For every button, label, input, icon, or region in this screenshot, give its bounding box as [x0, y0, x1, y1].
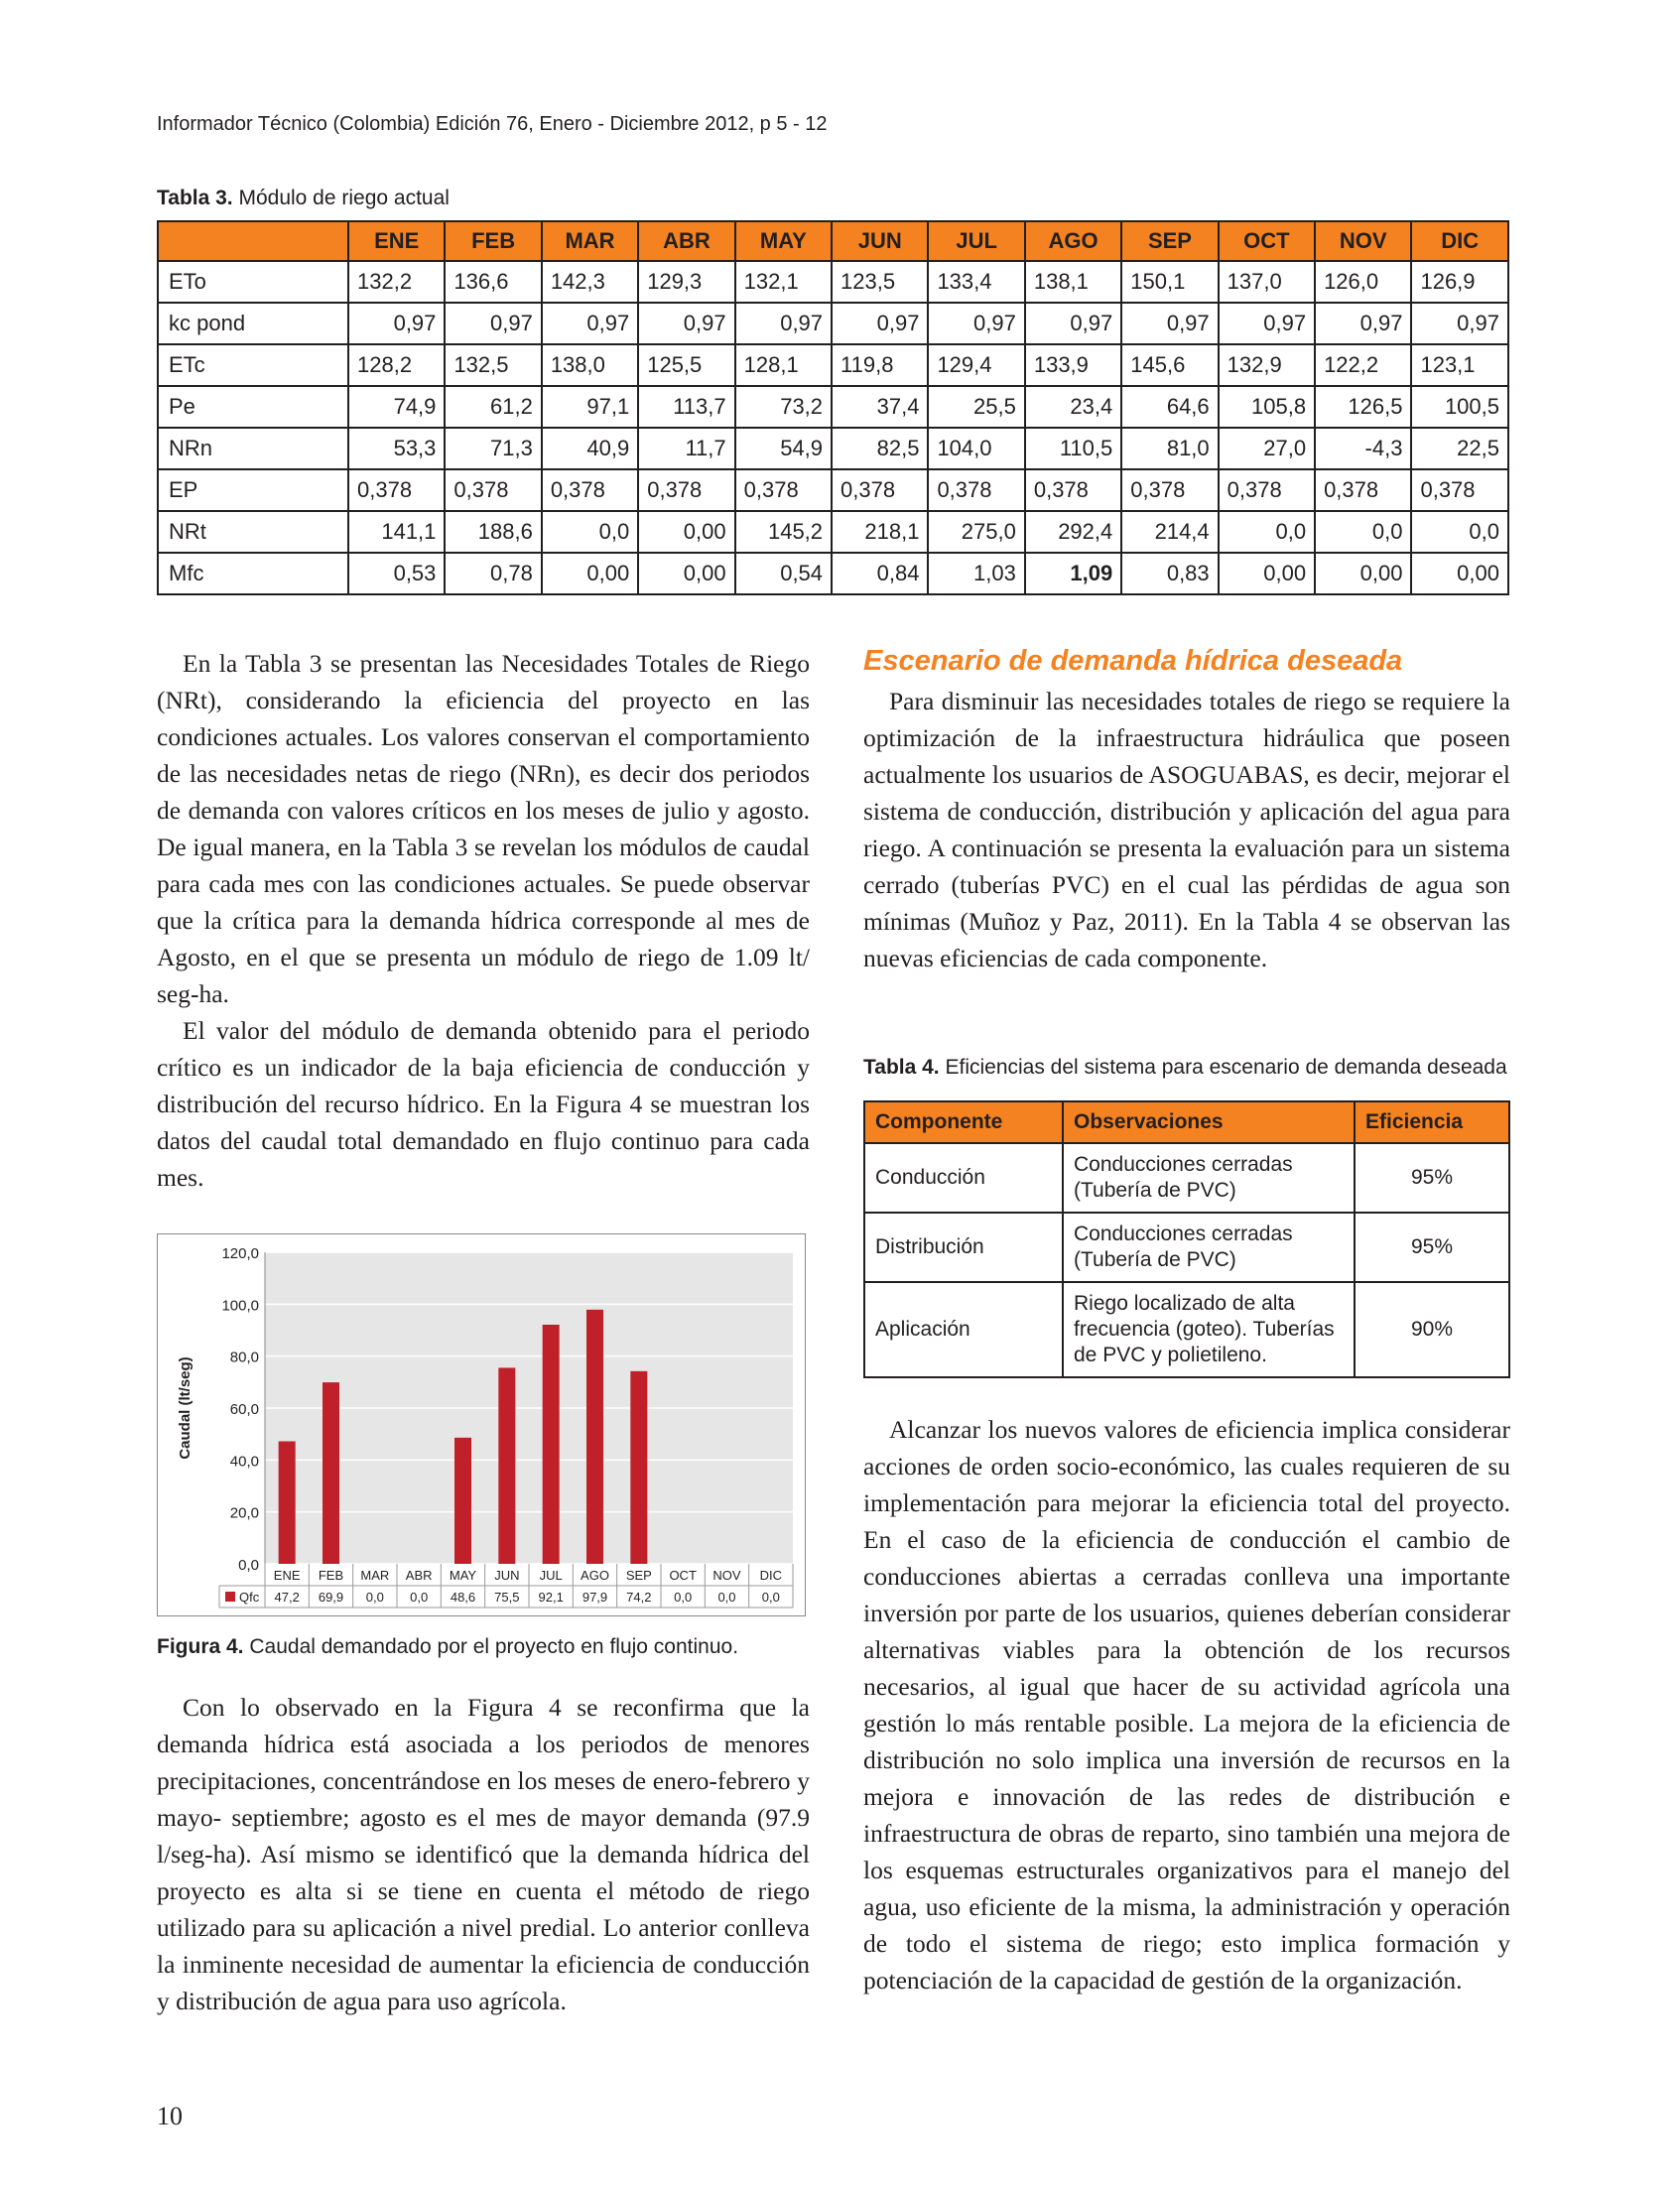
figure4-caption-label: Figura 4. [157, 1635, 244, 1658]
table3-month-header: JUN [832, 221, 928, 261]
table3-cell: 132,2 [348, 261, 445, 303]
table3-cell: 119,8 [832, 344, 928, 386]
table3-cell: 275,0 [928, 511, 1024, 553]
table3-cell: 142,3 [542, 261, 638, 303]
table3-month-header: MAR [542, 221, 638, 261]
table3-month-header: DIC [1411, 221, 1508, 261]
table-row [158, 511, 1508, 553]
paragraph: Para disminuir las necesidades totales de riego se requiere la optimización de la infraestructura hidráulica que poseen actualmente los usuarios de ASOGUABAS, es decir, mejorar el sistema de conducción, distribución y aplicación del agua para riego. A continuación se presenta la evaluación para un sistema cerrado (tuberías PVC) en el cual las pérdidas de agua son mínimas (Muñoz y Paz, 2011). En la Tabla 4 se observan las nuevas eficiencias de cada componente. [863, 687, 1510, 972]
table3-cell: 0,97 [928, 303, 1024, 344]
table-row [158, 344, 1508, 386]
x-tick-label: SEP [625, 1568, 652, 1583]
table3-cell: 0,53 [348, 553, 445, 594]
table3-row-label: ETc [158, 344, 348, 386]
table3-cell: 37,4 [832, 386, 928, 428]
table3-cell: 25,5 [928, 386, 1024, 428]
table3-cell: 1,03 [928, 553, 1024, 594]
table3-cell: 129,3 [638, 261, 734, 303]
table3-month-header: ABR [638, 221, 734, 261]
data-label: 92,1 [538, 1590, 564, 1605]
table3-cell: 81,0 [1121, 428, 1218, 469]
table4-cell: 90% [1355, 1282, 1509, 1377]
figure4-caption [157, 1635, 738, 1659]
table3-cell: 110,5 [1025, 428, 1121, 469]
x-tick-label: NOV [712, 1568, 741, 1583]
x-tick-label: FEB [318, 1568, 344, 1583]
table3-cell: 40,9 [542, 428, 638, 469]
table4-caption-text: Eficiencias del sistema para escenario de demanda deseada [939, 1056, 1507, 1079]
table3-caption-text: Módulo de riego actual [232, 187, 450, 209]
data-label: 74,2 [626, 1590, 652, 1605]
table4-cell: Aplicación [864, 1282, 1063, 1377]
table3-cell: 0,0 [1315, 511, 1411, 553]
table3-month-header: JUL [928, 221, 1024, 261]
x-tick-label: JUL [539, 1568, 563, 1583]
table3-cell: 0,378 [1411, 469, 1508, 511]
y-tick-label: 0,0 [238, 1557, 259, 1574]
data-label: 97,9 [582, 1590, 608, 1605]
table3-cell: -4,3 [1315, 428, 1411, 469]
table3-row-label: kc pond [158, 303, 348, 344]
table3-cell: 150,1 [1121, 261, 1218, 303]
table3-cell: 74,9 [348, 386, 445, 428]
table3-cell: 0,378 [445, 469, 541, 511]
legend-swatch [225, 1592, 235, 1602]
table3-month-header: SEP [1121, 221, 1218, 261]
data-label: 0,0 [410, 1590, 429, 1605]
table3-cell: 123,5 [832, 261, 928, 303]
table3-cell: 0,378 [1219, 469, 1315, 511]
x-tick-label: MAR [360, 1568, 390, 1583]
table3-month-header: MAY [735, 221, 832, 261]
table3-cell: 105,8 [1219, 386, 1315, 428]
table3-caption-label: Tabla 3. [157, 187, 233, 209]
table3-cell: 11,7 [638, 428, 734, 469]
table3-cell: 100,5 [1411, 386, 1508, 428]
data-label: 69,9 [318, 1590, 344, 1605]
table-row [864, 1213, 1509, 1282]
table4-header: Eficiencia [1355, 1101, 1509, 1143]
table-row [158, 386, 1508, 428]
table3-cell: 54,9 [735, 428, 832, 469]
table4-cell: Conducciones cerradas (Tubería de PVC) [1063, 1143, 1355, 1213]
table3-cell: 71,3 [445, 428, 541, 469]
bar [323, 1382, 339, 1564]
bar [498, 1367, 515, 1564]
table3-month-header: ENE [348, 221, 445, 261]
table3-cell: 0,00 [1315, 553, 1411, 594]
table3-cell: 27,0 [1219, 428, 1315, 469]
table3-cell: 82,5 [832, 428, 928, 469]
table3-cell: 145,2 [735, 511, 832, 553]
table3-cell: 0,00 [1219, 553, 1315, 594]
x-tick-label: ENE [273, 1568, 301, 1583]
table4-header: Componente [864, 1101, 1063, 1143]
table3-cell: 138,1 [1025, 261, 1121, 303]
table3-header-row [158, 221, 1508, 261]
table3-cell: 128,1 [735, 344, 832, 386]
y-tick-label: 20,0 [229, 1504, 259, 1522]
table3-cell: 126,9 [1411, 261, 1508, 303]
x-tick-label: DIC [759, 1568, 783, 1583]
table3-month-header: OCT [1219, 221, 1315, 261]
x-tick-label: ABR [405, 1568, 433, 1583]
table3-cell: 0,97 [638, 303, 734, 344]
bar [586, 1310, 603, 1564]
y-tick-label: 80,0 [229, 1349, 259, 1366]
table3-cell: 0,378 [638, 469, 734, 511]
table3-cell: 123,1 [1411, 344, 1508, 386]
table3-cell: 133,4 [928, 261, 1024, 303]
y-tick-label: 60,0 [229, 1401, 259, 1418]
table4-header: Observaciones [1063, 1101, 1355, 1143]
table3-cell: 132,9 [1219, 344, 1315, 386]
table-row [864, 1282, 1509, 1377]
paragraph: Con lo observado en la Figura 4 se reconfirma que la demanda hídrica está asociada a los periodos de menores precipitaciones, concentrándose en los meses de enero-febrero y mayo- septiembre; agosto es el mes de mayor demanda (97.9 l/seg-ha). Así mismo se identificó que la demanda hídrica del proyecto es alta si se tiene en cuenta el método de riego utilizado para su aplicación a nivel predial. Lo anterior conlleva la inminente necesidad de aumentar la eficiencia de conducción y distribución de agua para uso agrícola. [157, 1693, 810, 2015]
table3-cell: 0,97 [1025, 303, 1121, 344]
table3-cell: 0,378 [832, 469, 928, 511]
bar [454, 1438, 471, 1564]
data-label: 0,0 [717, 1590, 736, 1605]
table3-cell: 1,09 [1025, 553, 1121, 594]
bar [279, 1441, 296, 1564]
table3-cell: 0,78 [445, 553, 541, 594]
table4-cell: Distribución [864, 1213, 1063, 1282]
table3-row-label: EP [158, 469, 348, 511]
table3-cell: 0,97 [1219, 303, 1315, 344]
table3-cell: 214,4 [1121, 511, 1218, 553]
table3-cell: 22,5 [1411, 428, 1508, 469]
table3-cell: 0,97 [735, 303, 832, 344]
table3-cell: 0,97 [1411, 303, 1508, 344]
figure4-caption-text: Caudal demandado por el proyecto en flujo continuo. [243, 1635, 739, 1658]
table3-cell: 0,00 [542, 553, 638, 594]
table3-cell: 0,00 [638, 511, 734, 553]
table3-cell: 0,0 [1219, 511, 1315, 553]
bar [630, 1371, 647, 1564]
figure4-chart [157, 1233, 806, 1616]
table3-cell: 126,5 [1315, 386, 1411, 428]
x-tick-label: MAY [449, 1568, 477, 1583]
table3-cell: 0,378 [348, 469, 445, 511]
table3-cell: 128,2 [348, 344, 445, 386]
table3-cell: 141,1 [348, 511, 445, 553]
table3-month-header: AGO [1025, 221, 1121, 261]
column-right-bottom [863, 1411, 1510, 1998]
table-row [158, 469, 1508, 511]
table3-month-header: FEB [445, 221, 541, 261]
table3-cell: 129,4 [928, 344, 1024, 386]
table-row [158, 553, 1508, 594]
data-label: 0,0 [761, 1590, 780, 1605]
table3-row-label: NRt [158, 511, 348, 553]
table4-header-row [864, 1101, 1509, 1143]
table3-cell: 292,4 [1025, 511, 1121, 553]
bar [543, 1325, 560, 1564]
table3-cell: 0,378 [1315, 469, 1411, 511]
table3-cell: 113,7 [638, 386, 734, 428]
table3-cell: 0,378 [1121, 469, 1218, 511]
table3-cell: 64,6 [1121, 386, 1218, 428]
paragraph: Alcanzar los nuevos valores de eficiencia implica considerar acciones de orden socio-económico, las cuales requieren de su implementación para mejorar la eficiencia total del proyecto. En el caso de la eficiencia de conducción el cambio de conducciones abiertas a cerradas conlleva una importante inversión por parte de los usuarios, quienes deberían considerar alternativas viables para la obtención de los recursos necesarios, al igual que hacer de su actividad agrícola una gestión lo más rentable posible. La mejora de la eficiencia de distribución no solo implica una inversión de recursos en la mejora e innovación de las redes de distribución e infraestructura de obras de reparto, sino también una mejora de los esquemas estructurales organizativos para el manejo del agua, uso eficiente de la misma, la administración y operación de todo el sistema de riego; esto implica formación y potenciación de la capacidad de gestión de la organización. [863, 1415, 1510, 1995]
table-row [158, 303, 1508, 344]
table4 [863, 1100, 1510, 1378]
data-label: 0,0 [674, 1590, 693, 1605]
table3-cell: 0,0 [1411, 511, 1508, 553]
table3-cell: 0,97 [445, 303, 541, 344]
table4-cell: 95% [1355, 1143, 1509, 1213]
table3-cell: 137,0 [1219, 261, 1315, 303]
table-row [158, 428, 1508, 469]
table3-cell: 0,84 [832, 553, 928, 594]
y-tick-label: 120,0 [221, 1245, 259, 1262]
table4-caption [863, 1056, 1507, 1080]
table3-cell: 61,2 [445, 386, 541, 428]
bar-chart [158, 1234, 805, 1615]
page-number: 10 [157, 2102, 183, 2130]
table3-cell: 73,2 [735, 386, 832, 428]
table3-month-header: NOV [1315, 221, 1411, 261]
y-tick-label: 100,0 [221, 1297, 259, 1315]
section-title: Escenario de demanda hídrica deseada [863, 645, 1403, 677]
table3-row-label: ETo [158, 261, 348, 303]
x-tick-label: OCT [669, 1568, 697, 1583]
table4-caption-label: Tabla 4. [863, 1056, 940, 1079]
table4-cell: Conducción [864, 1143, 1063, 1213]
table3-cell: 133,9 [1025, 344, 1121, 386]
table3-cell: 0,378 [735, 469, 832, 511]
table3-cell: 0,97 [1315, 303, 1411, 344]
table3-cell: 0,378 [928, 469, 1024, 511]
table3-cell: 0,97 [832, 303, 928, 344]
table3-cell: 132,1 [735, 261, 832, 303]
table3-cell: 126,0 [1315, 261, 1411, 303]
table3-cell: 0,83 [1121, 553, 1218, 594]
table3-cell: 132,5 [445, 344, 541, 386]
table3-cell: 0,54 [735, 553, 832, 594]
data-label: 75,5 [494, 1590, 520, 1605]
x-tick-label: JUN [494, 1568, 520, 1583]
table3-caption [157, 187, 450, 210]
table3-cell: 145,6 [1121, 344, 1218, 386]
data-label: 0,0 [365, 1590, 384, 1605]
table3-cell: 122,2 [1315, 344, 1411, 386]
table4-cell: 95% [1355, 1213, 1509, 1282]
column-right-top [863, 683, 1510, 976]
table3-corner [158, 221, 348, 261]
running-head: Informador Técnico (Colombia) Edición 76, Enero - Diciembre 2012, p 5 - 12 [157, 113, 828, 135]
legend-label: Qfc [239, 1590, 260, 1605]
table4-cell: Riego localizado de alta frecuencia (goteo). Tuberías de PVC y polietileno. [1063, 1282, 1355, 1377]
table3-cell: 0,378 [1025, 469, 1121, 511]
table3-cell: 23,4 [1025, 386, 1121, 428]
table4-cell: Conducciones cerradas (Tubería de PVC) [1063, 1213, 1355, 1282]
table3-cell: 0,00 [1411, 553, 1508, 594]
column-left-top [157, 645, 810, 1196]
table3-cell: 0,0 [542, 511, 638, 553]
table3-row-label: NRn [158, 428, 348, 469]
table3-cell: 104,0 [928, 428, 1024, 469]
table3-cell: 0,97 [1121, 303, 1218, 344]
table3 [157, 220, 1509, 595]
table3-cell: 218,1 [832, 511, 928, 553]
table3-cell: 138,0 [542, 344, 638, 386]
y-tick-label: 40,0 [229, 1453, 259, 1471]
paragraph: El valor del módulo de demanda obtenido para el periodo crítico es un indicador de la baja eficiencia de conducción y distribución del recurso hídrico. En la Figura 4 se muestran los datos del caudal total demandado en flujo continuo para cada mes. [157, 1016, 810, 1192]
table3-cell: 125,5 [638, 344, 734, 386]
table3-row-label: Pe [158, 386, 348, 428]
y-axis-label: Caudal (lt/seg) [177, 1356, 194, 1460]
data-label: 48,6 [450, 1590, 476, 1605]
paragraph: En la Tabla 3 se presentan las Necesidades Totales de Riego (NRt), considerando la eficiencia del proyecto en las condiciones actuales. Los valores conservan el comportamiento de las necesidades netas de riego (NRn), es decir dos periodos de demanda con valores críticos en los meses de julio y agosto. De igual manera, en la Tabla 3 se revelan los módulos de caudal para cada mes con las condiciones actuales. Se puede observar que la crítica para la demanda hídrica corresponde al mes de Agosto, en el que se presenta un módulo de riego de 1.09 lt/ seg-ha. [157, 649, 810, 1008]
table3-row-label: Mfc [158, 553, 348, 594]
table3-cell: 188,6 [445, 511, 541, 553]
table3-cell: 0,97 [348, 303, 445, 344]
table-row [158, 261, 1508, 303]
column-left-bottom [157, 1689, 810, 2019]
table3-cell: 136,6 [445, 261, 541, 303]
table3-cell: 0,378 [542, 469, 638, 511]
table3-cell: 0,00 [638, 553, 734, 594]
table3-cell: 53,3 [348, 428, 445, 469]
data-label: 47,2 [274, 1590, 300, 1605]
table3-cell: 97,1 [542, 386, 638, 428]
table-row [864, 1143, 1509, 1213]
x-tick-label: AGO [581, 1568, 609, 1583]
table3-cell: 0,97 [542, 303, 638, 344]
